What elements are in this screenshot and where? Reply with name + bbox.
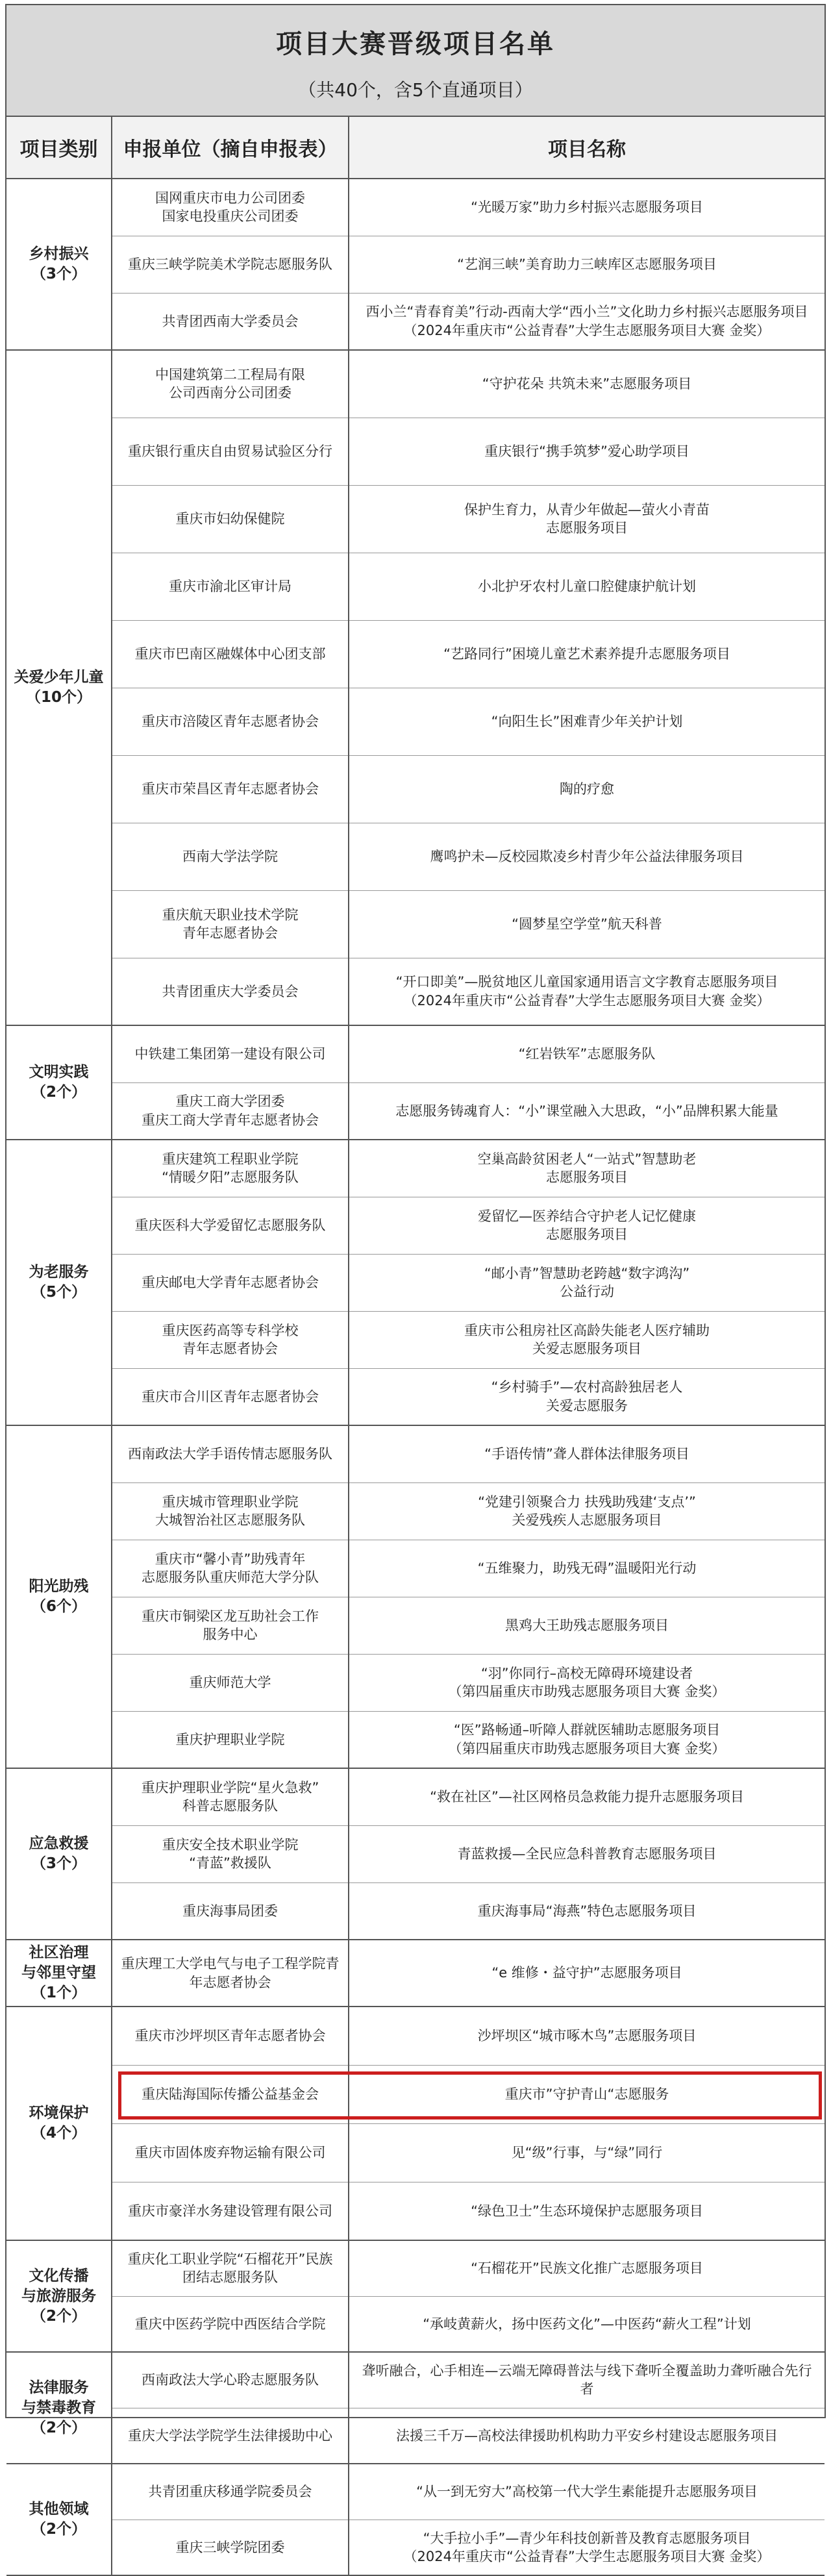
project-name-cell: 重庆银行“携手筑梦”爱心助学项目 [349,418,825,485]
project-name-cell: “医”路畅通–听障人群就医辅助志愿服务项目 （第四届重庆市助残志愿服务项目大赛 金奖） [349,1711,825,1768]
table-row [6,1654,825,1711]
unit-cell: 重庆陆海国际传播公益基金会 [112,2065,349,2123]
unit-cell: 重庆市妇幼保健院 [112,485,349,553]
table-row [6,293,825,350]
category-cell: 文化传播 与旅游服务 （2个） [6,2240,112,2352]
project-name-cell: “手语传情”聋人群体法律服务项目 [349,1425,825,1482]
table-row [6,1311,825,1368]
project-name-cell: “e 维修・益守护”志愿服务项目 [349,1940,825,2007]
table-row [6,1140,825,1197]
unit-cell: 国网重庆市电力公司团委 国家电投重庆公司团委 [112,179,349,236]
unit-cell: 重庆医科大学爱留忆志愿服务队 [112,1197,349,1254]
table-row [6,2123,825,2182]
table-row [6,553,825,620]
unit-cell: 重庆工商大学团委 重庆工商大学青年志愿者协会 [112,1082,349,1140]
table-row [6,1825,825,1882]
category-cell: 乡村振兴 （3个） [6,179,112,350]
category-cell: 阳光助残 （6个） [6,1425,112,1768]
unit-cell: 中铁建工集团第一建设有限公司 [112,1025,349,1082]
table-row [6,1368,825,1425]
project-name-cell: 爱留忆—医养结合守护老人记忆健康 志愿服务项目 [349,1197,825,1254]
category-cell: 关爱少年儿童 （10个） [6,350,112,1025]
table-row [6,485,825,553]
table-row [6,1425,825,1482]
unit-cell: 重庆邮电大学青年志愿者协会 [112,1254,349,1311]
table-row [6,1711,825,1768]
project-name-cell: 志愿服务铸魂育人：“小”课堂融入大思政，“小”品牌积累大能量 [349,1082,825,1140]
unit-cell: 重庆护理职业学院 [112,1711,349,1768]
column-header-project: 项目名称 [349,117,825,179]
project-name-cell: “光暖万家”助力乡村振兴志愿服务项目 [349,179,825,236]
unit-cell: 中国建筑第二工程局有限 公司西南分公司团委 [112,350,349,418]
table-row [6,1482,825,1540]
project-name-cell: 保护生育力，从青少年做起—萤火小青苗 志愿服务项目 [349,485,825,553]
project-name-cell: “乡村骑手”—农村高龄独居老人 关爱志愿服务 [349,1368,825,1425]
table-row [6,2007,825,2065]
category-cell: 应急救援 （3个） [6,1768,112,1940]
table-body [6,179,825,2575]
project-name-cell: “圆梦星空学堂”航天科普 [349,890,825,958]
category-cell: 法律服务 与禁毒教育 （2个） [6,2352,112,2464]
table-row [6,890,825,958]
table-row [6,1597,825,1654]
project-name-cell: “从一到无穷大”高校第一代大学生素能提升志愿服务项目 [349,2464,825,2520]
table-row [6,1082,825,1140]
unit-cell: 重庆建筑工程职业学院 “情暖夕阳”志愿服务队 [112,1140,349,1197]
unit-cell: 重庆市渝北区审计局 [112,553,349,620]
table-row [6,1882,825,1940]
category-cell: 社区治理 与邻里守望 （1个） [6,1940,112,2007]
project-name-cell: “羽”你同行–高校无障碍环境建设者 （第四届重庆市助残志愿服务项目大赛 金奖） [349,1654,825,1711]
project-name-cell: 聋听融合，心手相连—云端无障碍普法与线下聋听全覆盖助力聋听融合先行者 [349,2352,825,2408]
table-row [6,2520,825,2575]
unit-cell: 重庆理工大学电气与电子工程学院青 年志愿者协会 [112,1940,349,2007]
unit-cell: 重庆医药高等专科学校 青年志愿者协会 [112,1311,349,1368]
unit-cell: 重庆市巴南区融媒体中心团支部 [112,620,349,688]
unit-cell: 重庆市合川区青年志愿者协会 [112,1368,349,1425]
page-title: 项目大赛晋级项目名单 [276,29,555,59]
table-row [6,236,825,293]
page-subtitle: （共40个，含5个直通项目） [298,79,533,101]
column-header-category: 项目类别 [6,117,112,179]
unit-cell: 共青团西南大学委员会 [112,293,349,350]
project-name-cell: 陶的疗愈 [349,755,825,823]
project-name-cell: “邮小青”智慧助老跨越“数字鸿沟” 公益行动 [349,1254,825,1311]
table-row [6,179,825,236]
unit-cell: 重庆市涪陵区青年志愿者协会 [112,688,349,755]
unit-cell: 重庆城市管理职业学院 大城智治社区志愿服务队 [112,1482,349,1540]
column-header-unit: 申报单位（摘自申报表） [112,117,349,179]
project-name-cell: “守护花朵 共筑未来”志愿服务项目 [349,350,825,418]
table-row [6,418,825,485]
table-row [6,1197,825,1254]
unit-cell: 重庆大学法学院学生法律援助中心 [112,2408,349,2464]
table-row [6,1540,825,1597]
project-name-cell: 沙坪坝区“城市啄木鸟”志愿服务项目 [349,2007,825,2065]
project-name-cell: 重庆市公租房社区高龄失能老人医疗辅助 关爱志愿服务项目 [349,1311,825,1368]
unit-cell: 重庆市固体废弃物运输有限公司 [112,2123,349,2182]
table-row [6,2296,825,2352]
project-name-cell: 重庆海事局“海燕”特色志愿服务项目 [349,1882,825,1940]
table-row [6,2182,825,2240]
table-row [6,958,825,1025]
project-name-cell: “绿色卫士”生态环境保护志愿服务项目 [349,2182,825,2240]
table-row [6,1254,825,1311]
title-section [6,5,825,117]
unit-cell: 重庆三峡学院团委 [112,2520,349,2575]
project-name-cell: “开口即美”—脱贫地区儿童国家通用语言文字教育志愿服务项目 （2024年重庆市“公益青春”大学生志愿服务项目大赛 金奖） [349,958,825,1025]
project-name-cell: “承岐黄薪火，扬中医药文化”—中医药“薪火工程”计划 [349,2296,825,2352]
project-name-cell: 空巢高龄贫困老人“一站式”智慧助老 志愿服务项目 [349,1140,825,1197]
project-name-cell: “石榴花开”民族文化推广志愿服务项目 [349,2240,825,2296]
table-row [6,823,825,890]
project-name-cell: 见“级”行事，与“绿”同行 [349,2123,825,2182]
unit-cell: 西南大学法学院 [112,823,349,890]
project-name-cell: 青蓝救援—全民应急科普教育志愿服务项目 [349,1825,825,1882]
table-row [6,2464,825,2520]
project-name-cell: “艺路同行”困境儿童艺术素养提升志愿服务项目 [349,620,825,688]
unit-cell: 重庆市豪洋水务建设管理有限公司 [112,2182,349,2240]
unit-cell: 西南政法大学手语传情志愿服务队 [112,1425,349,1482]
project-list-document [5,4,826,2564]
unit-cell: 重庆市沙坪坝区青年志愿者协会 [112,2007,349,2065]
project-name-cell: “五维聚力，助残无碍”温暖阳光行动 [349,1540,825,1597]
table-row [6,2352,825,2408]
unit-cell: 重庆安全技术职业学院 “青蓝”救援队 [112,1825,349,1882]
unit-cell: 共青团重庆移通学院委员会 [112,2464,349,2520]
unit-cell: 重庆航天职业技术学院 青年志愿者协会 [112,890,349,958]
project-table [6,117,825,2576]
unit-cell: 重庆市荣昌区青年志愿者协会 [112,755,349,823]
category-cell: 文明实践 （2个） [6,1025,112,1140]
project-name-cell: “救在社区”—社区网格员急救能力提升志愿服务项目 [349,1768,825,1825]
table-row [6,2240,825,2296]
project-name-cell: 法援三千万—高校法律援助机构助力平安乡村建设志愿服务项目 [349,2408,825,2464]
unit-cell: 重庆市“馨小青”助残青年 志愿服务队重庆师范大学分队 [112,1540,349,1597]
project-name-cell: “党建引领聚合力 扶残助残建‘支点’” 关爱残疾人志愿服务项目 [349,1482,825,1540]
table-row [6,1025,825,1082]
table-row [6,350,825,418]
table-row [6,1940,825,2007]
project-name-cell: “大手拉小手”—青少年科技创新普及教育志愿服务项目 （2024年重庆市“公益青春”大学生志愿服务项目大赛 金奖） [349,2520,825,2575]
unit-cell: 重庆市铜梁区龙互助社会工作 服务中心 [112,1597,349,1654]
table-row [6,688,825,755]
category-cell: 环境保护 （4个） [6,2007,112,2240]
table-row [6,1768,825,1825]
table-header-row [6,117,825,179]
project-name-cell: 鹰鸣护未—反校园欺凌乡村青少年公益法律服务项目 [349,823,825,890]
table-row [6,2408,825,2464]
category-cell: 其他领域 （2个） [6,2464,112,2575]
unit-cell: 西南政法大学心聆志愿服务队 [112,2352,349,2408]
unit-cell: 重庆师范大学 [112,1654,349,1711]
table-row [6,755,825,823]
unit-cell: 重庆化工职业学院“石榴花开”民族 团结志愿服务队 [112,2240,349,2296]
category-cell: 为老服务 （5个） [6,1140,112,1425]
unit-cell: 重庆中医药学院中西医结合学院 [112,2296,349,2352]
unit-cell: 重庆护理职业学院“星火急救” 科普志愿服务队 [112,1768,349,1825]
project-name-cell: “向阳生长”困难青少年关护计划 [349,688,825,755]
table-row [6,2065,825,2123]
project-name-cell: 黑鸡大王助残志愿服务项目 [349,1597,825,1654]
project-name-cell: “艺润三峡”美育助力三峡库区志愿服务项目 [349,236,825,293]
project-name-cell: 西小兰“青春育美”行动-西南大学“西小兰”文化助力乡村振兴志愿服务项目 （2024年重庆市“公益青春”大学生志愿服务项目大赛 金奖） [349,293,825,350]
table-row [6,620,825,688]
unit-cell: 重庆银行重庆自由贸易试验区分行 [112,418,349,485]
unit-cell: 重庆三峡学院美术学院志愿服务队 [112,236,349,293]
project-name-cell: 小北护牙农村儿童口腔健康护航计划 [349,553,825,620]
project-name-cell: “红岩铁军”志愿服务队 [349,1025,825,1082]
unit-cell: 重庆海事局团委 [112,1882,349,1940]
unit-cell: 共青团重庆大学委员会 [112,958,349,1025]
project-name-cell: 重庆市”守护青山“志愿服务 [349,2065,825,2123]
